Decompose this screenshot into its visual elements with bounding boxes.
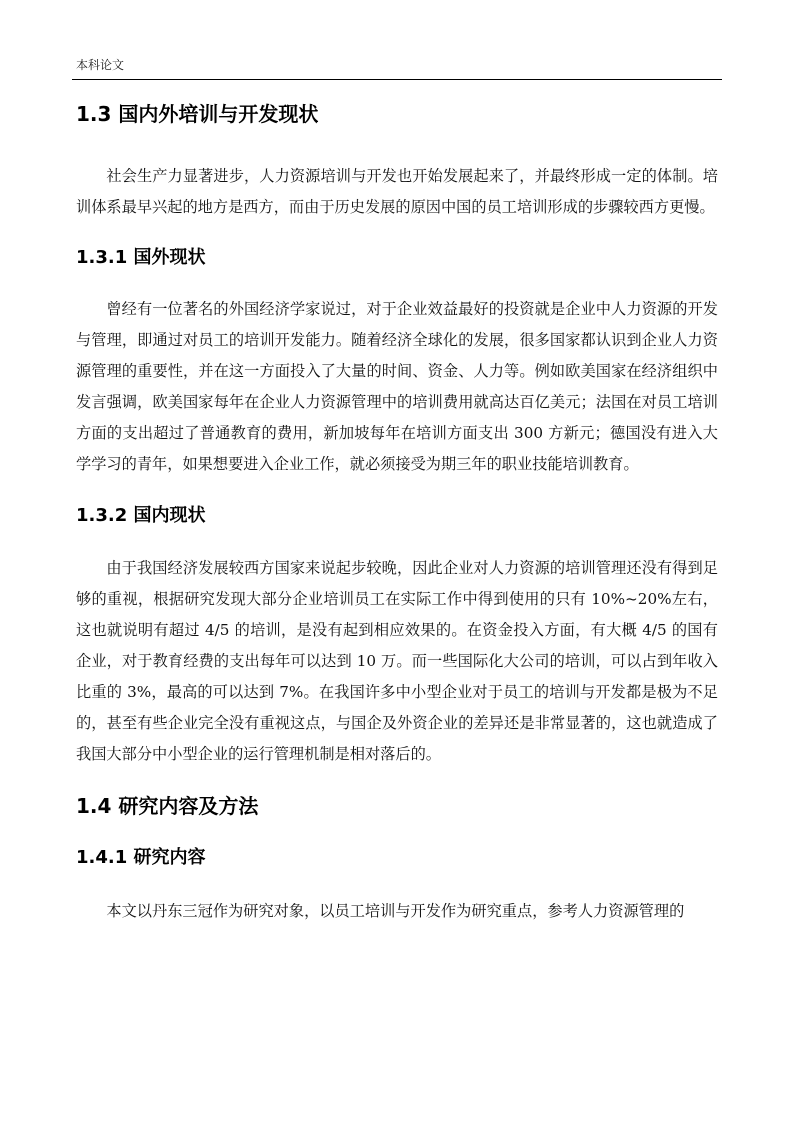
page-header-label: 本科论文 xyxy=(76,58,125,72)
header-divider xyxy=(72,79,722,80)
document-body xyxy=(76,96,718,927)
section-1-4-1-paragraph: 本文以丹东三冠作为研究对象，以员工培训与开发作为研究重点，参考人力资源管理的 xyxy=(106,902,685,920)
section-heading-1-3-1: 1.3.1 国外现状 xyxy=(76,247,206,268)
section-1-3-paragraph: 社会生产力显著进步，人力资源培训与开发也开始发展起来了，并最终形成一定的体制。培训体系最早兴起的地方是西方，而由于历史发展的原因中国的员工培训形成的步骤较西方更慢。 xyxy=(76,167,718,216)
section-heading-1-3: 1.3 国内外培训与开发现状 xyxy=(76,102,319,126)
section-heading-1-3-2: 1.3.2 国内现状 xyxy=(76,505,206,526)
section-heading-1-4: 1.4 研究内容及方法 xyxy=(76,794,259,818)
section-1-3-1-paragraph: 曾经有一位著名的外国经济学家说过，对于企业效益最好的投资就是企业中人力资源的开发与管理，即通过对员工的培训开发能力。随着经济全球化的发展，很多国家都认识到企业人力资源管理的重要性，并在这一方面投入了大量的时间、资金、人力等。例如欧美国家在经济组织中发言强调，欧美国家每年在企业人力资源管理中的培训费用就高达百亿美元；法国在对员工培训方面的支出超过了普通教育的费用，新加坡每年在培训方面支出 300 方新元；德国没有进入大学学习的青年，如果想要进入企业工作，就必须接受为期三年的职业技能培训教育。 xyxy=(76,300,718,473)
section-heading-1-4-1: 1.4.1 研究内容 xyxy=(76,847,206,868)
section-1-3-2-paragraph: 由于我国经济发展较西方国家来说起步较晚，因此企业对人力资源的培训管理还没有得到足够的重视，根据研究发现大部分企业培训员工在实际工作中得到使用的只有 10%~20%左右，这也就说明有超过 4/5 的培训，是没有起到相应效果的。在资金投入方面，有大概 4/5 的国有企业，对于教育经费的支出每年可以达到 10 万。而一些国际化大公司的培训，可以占到年收入比重的 3%，最高的可以达到 7%。在我国许多中小型企业对于员工的培训与开发都是极为不足的，甚至有些企业完全没有重视这点，与国企及外资企业的差异还是非常显著的，这也就造成了我国大部分中小型企业的运行管理机制是相对落后的。 xyxy=(76,559,718,763)
